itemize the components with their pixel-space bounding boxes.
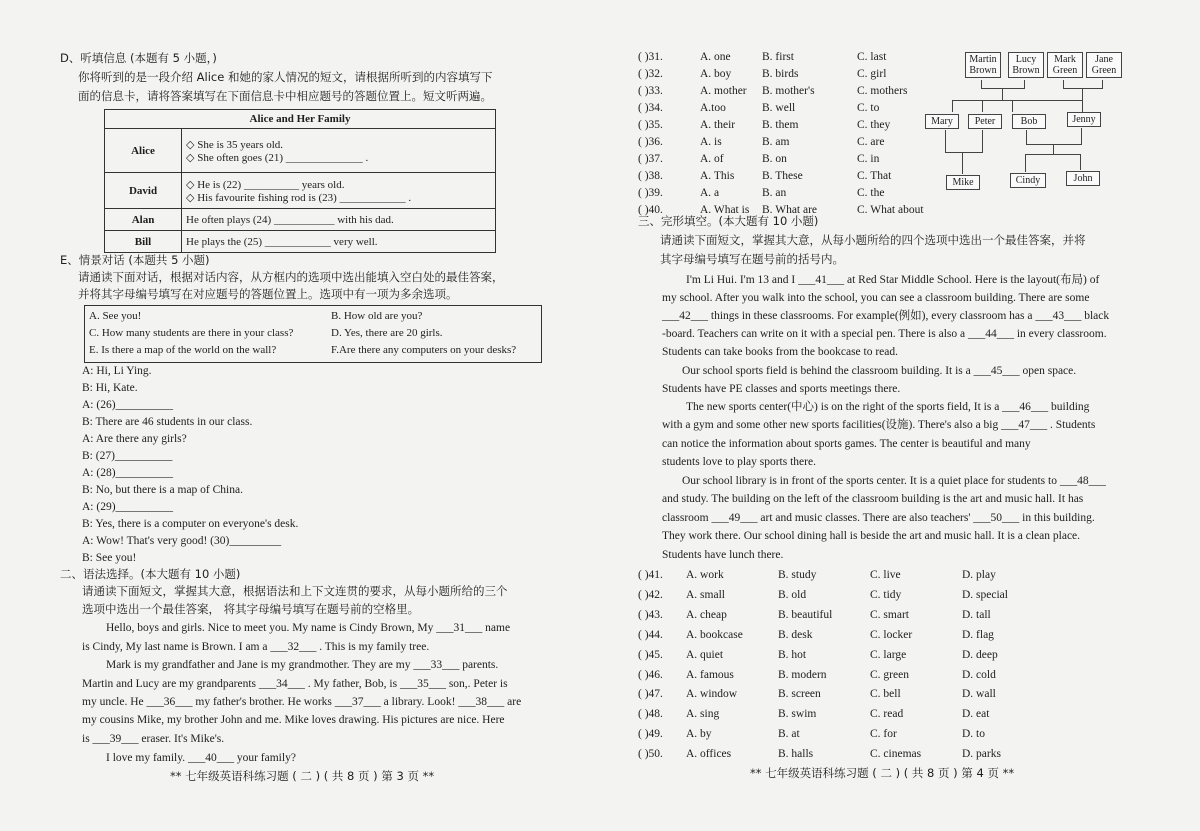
grammar-item-option: A. This — [700, 170, 735, 182]
cloze-item-option: B. swim — [778, 708, 817, 721]
grammar-item-option: B. an — [762, 187, 787, 199]
grammar-item-option: C. girl — [857, 68, 887, 80]
info-card-table — [104, 109, 496, 253]
grammar-item-option: A.too — [700, 102, 726, 114]
cloze-item-num: ( )43. — [638, 608, 663, 621]
grammar-item-num: ( )32. — [638, 68, 663, 80]
section-2-title: 二、语法选择。(本大题有 10 小题) — [60, 567, 241, 581]
tree-node-lucy-brown: Lucy Brown — [1008, 52, 1044, 78]
cloze-item-option: C. bell — [870, 688, 901, 701]
cloze-item-option: A. work — [686, 569, 724, 581]
cloze-item-num: ( )46. — [638, 668, 663, 681]
cloze-item-option: D. deep — [962, 648, 998, 661]
cloze-passage-line: students love to play sports there. — [662, 456, 816, 468]
cloze-item-option: C. cinemas — [870, 748, 922, 761]
grammar-item-option: B. them — [762, 119, 799, 131]
cloze-item-option: A. by — [686, 728, 712, 741]
cloze-passage-line: -board. Teachers can write on it with a special pen. There is also a ___44___ in every classroom. — [662, 328, 1107, 340]
cloze-passage-line: ___42___ things in these classrooms. For example(例如), every classroom has a ___43___ black — [662, 310, 1110, 322]
grammar-item-num: ( )38. — [638, 170, 663, 182]
grammar-item-option: B. These — [762, 170, 803, 182]
option-f: F.Are there any computers on your desks? — [331, 344, 517, 356]
grammar-passage-line: is ___39___ eraser. It's Mike's. — [82, 733, 225, 745]
david-line1: ◇ He is (22) __________ years old. — [186, 178, 345, 191]
cloze-passage-line: with a gym and some other new sports facilities(设施). There's also a big ___47___ . Students — [662, 419, 1096, 431]
section-d-intro-line1: 你将听到的是一段介绍 Alice 和她的家人情况的短文，请根据所听到的内容填写下 — [78, 70, 493, 84]
cloze-passage-line: and study. The building on the left of the classroom building is the art and music hall. It has — [662, 493, 1084, 505]
page-footer-left: ** 七年级英语科练习题 ( 二 ) ( 共 8 页 ) 第 3 页 ** — [170, 769, 435, 783]
bill-line1: He plays the (25) ____________ very well. — [182, 231, 496, 253]
cloze-item-option: A. small — [686, 588, 725, 601]
left-page — [0, 0, 590, 831]
cloze-item-option: D. flag — [962, 628, 994, 641]
cloze-passage-line: my school. After you walk into the school, you can see a classroom building. There are some — [662, 292, 1090, 304]
cloze-item-option: D. play — [962, 569, 996, 581]
dialog-line: A: (28)__________ — [82, 467, 174, 479]
cloze-item-option: A. sing — [686, 708, 720, 721]
section-e-title: E、情景对话 (本题共 5 小题) — [60, 253, 210, 267]
grammar-item-num: ( )39. — [638, 187, 663, 199]
cloze-item-num: ( )47. — [638, 688, 663, 701]
cloze-item-option: A. famous — [686, 668, 734, 681]
cloze-item-option: C. live — [870, 569, 901, 581]
grammar-item-option: A. mother — [700, 85, 747, 97]
page-footer-right: ** 七年级英语科练习题 ( 二 ) ( 共 8 页 ) 第 4 页 ** — [750, 766, 1015, 780]
cloze-item-option: C. green — [870, 668, 909, 681]
cloze-item-option: D. wall — [962, 688, 996, 701]
section-3-intro-line2: 其字母编号填写在题号前的括号内。 — [660, 252, 844, 266]
grammar-item-option: A. is — [700, 136, 722, 148]
grammar-item-option: A. their — [700, 119, 736, 131]
tree-node-cindy: Cindy — [1010, 173, 1046, 188]
grammar-item-option: B. mother's — [762, 85, 815, 97]
section-e-intro-line2: 并将其字母编号填写在对应题号的答题位置上。选项中有一项为多余选项。 — [78, 287, 458, 301]
cloze-item-option: B. desk — [778, 628, 813, 641]
cloze-passage-line: I'm Li Hui. I'm 13 and I ___41___ at Red Star Middle School. Here is the layout(布局) of — [686, 274, 1100, 286]
grammar-item-option: C. That — [857, 170, 892, 182]
option-b: B. How old are you? — [331, 310, 423, 322]
row-name-david: David — [105, 173, 182, 209]
grammar-item-num: ( )34. — [638, 102, 663, 114]
grammar-passage-line: my cousins Mike, my brother John and me. Mike loves drawing. His pictures are nice. Here — [82, 714, 505, 726]
grammar-item-option: B. What are — [762, 204, 818, 216]
section-d-intro-line2: 面的信息卡，请将答案填写在下面信息卡中相应题号的答题位置上。短文听两遍。 — [78, 89, 492, 103]
dialog-line: B: There are 46 students in our class. — [82, 416, 253, 428]
grammar-item-option: C. the — [857, 187, 885, 199]
grammar-item-option: C. are — [857, 136, 885, 148]
tree-node-bob: Bob — [1012, 114, 1046, 129]
dialog-line: A: Are there any girls? — [82, 433, 187, 445]
cloze-passage-line: Our school sports field is behind the classroom building. It is a ___45___ open space. — [682, 365, 1077, 377]
info-card-title: Alice and Her Family — [105, 110, 496, 129]
grammar-passage-line: Mark is my grandfather and Jane is my grandmother. They are my ___33___ parents. — [106, 659, 499, 671]
cloze-item-option: D. eat — [962, 708, 990, 721]
section-3-intro-line1: 请通读下面短文，掌握其大意，从每小题所给的四个选项中选出一个最佳答案，并将 — [660, 233, 1086, 247]
cloze-passage-line: can notice the information about sports games. The center is beautiful and many — [662, 438, 1031, 450]
row-name-bill: Bill — [105, 231, 182, 253]
cloze-item-option: D. cold — [962, 668, 996, 681]
section-d-title: D、听填信息 (本题有 5 小题，) — [60, 51, 217, 65]
cloze-item-option: C. read — [870, 708, 904, 721]
cloze-passage-line: They work there. Our school dining hall is beside the art and music hall. It is a clean place. — [662, 530, 1081, 542]
grammar-item-option: A. What is — [700, 204, 750, 216]
tree-node-martin-brown: Martin Brown — [965, 52, 1001, 78]
tree-node-mary: Mary — [925, 114, 959, 129]
section-e-intro-line1: 请通读下面对话，根据对话内容，从方框内的选项中选出能填入空白处的最佳答案， — [78, 270, 504, 284]
grammar-item-option: B. am — [762, 136, 790, 148]
grammar-item-num: ( )36. — [638, 136, 663, 148]
grammar-passage-line: my uncle. He ___36___ my father's brother. He works ___37___ a library. Look! ___38___ are — [82, 696, 522, 708]
grammar-item-num: ( )35. — [638, 119, 663, 131]
cloze-item-num: ( )42. — [638, 588, 663, 601]
cloze-passage-line: Students have PE classes and sports meetings there. — [662, 383, 901, 395]
grammar-item-num: ( )31. — [638, 51, 663, 63]
grammar-passage-line: is Cindy, My last name is Brown. I am a ___32___ . This is my family tree. — [82, 641, 430, 653]
dialog-line: A: (29)__________ — [82, 501, 174, 513]
dialog-line: A: (26)__________ — [82, 399, 174, 411]
cloze-item-num: ( )48. — [638, 708, 663, 721]
david-line2: ◇ His favourite fishing rod is (23) ____________ . — [186, 191, 412, 204]
grammar-item-option: C. in — [857, 153, 880, 165]
tree-node-john: John — [1066, 171, 1100, 186]
cloze-item-option: D. tall — [962, 608, 991, 621]
cloze-passage-line: Our school library is in front of the sports center. It is a quiet place for students to ___48___ — [682, 475, 1106, 487]
cloze-item-option: B. modern — [778, 668, 827, 681]
cloze-item-option: A. window — [686, 688, 738, 701]
grammar-item-option: C. to — [857, 102, 880, 114]
cloze-item-num: ( )49. — [638, 728, 663, 741]
grammar-item-option: C. What about — [857, 204, 924, 216]
cloze-passage-line: The new sports center(中心) is on the right of the sports field, It is a ___46___ building — [686, 401, 1090, 413]
cloze-item-option: D. to — [962, 728, 985, 741]
grammar-item-option: A. one — [700, 51, 731, 63]
grammar-item-option: C. they — [857, 119, 891, 131]
cloze-item-option: B. old — [778, 588, 807, 601]
row-name-alan: Alan — [105, 209, 182, 231]
tree-node-jenny: Jenny — [1067, 112, 1101, 127]
dialog-line: B: Hi, Kate. — [82, 382, 138, 394]
section-2-intro-line2: 选项中选出一个最佳答案， 将其字母编号填写在题号前的空格里。 — [82, 602, 420, 616]
cloze-passage-line: Students can take books from the bookcase to read. — [662, 346, 899, 358]
grammar-item-option: A. a — [700, 187, 720, 199]
cloze-item-num: ( )44. — [638, 628, 663, 641]
grammar-item-option: C. mothers — [857, 85, 908, 97]
cloze-item-option: B. at — [778, 728, 800, 741]
cloze-passage-line: classroom ___49___ art and music classes. There are also teachers' ___50___ in this building. — [662, 512, 1095, 524]
grammar-passage-line: Martin and Lucy are my grandparents ___34___ . My father, Bob, is ___35___ son,. Peter is — [82, 678, 508, 690]
cloze-item-option: C. tidy — [870, 588, 902, 601]
grammar-item-num: ( )37. — [638, 153, 663, 165]
cloze-item-option: C. locker — [870, 628, 913, 641]
grammar-item-option: B. birds — [762, 68, 799, 80]
section-2-intro-line1: 请通读下面短文，掌握其大意，根据语法和上下文连贯的要求，从每小题所给的三个 — [82, 584, 508, 598]
tree-node-mike: Mike — [946, 175, 980, 190]
cloze-item-option: D. special — [962, 588, 1008, 601]
dialog-line: B: No, but there is a map of China. — [82, 484, 243, 496]
option-d: D. Yes, there are 20 girls. — [331, 327, 443, 339]
cloze-item-option: B. halls — [778, 748, 814, 761]
right-page — [600, 0, 1200, 831]
section-3-title: 三、完形填空。(本大题有 10 小题) — [638, 214, 819, 228]
tree-node-mark-green: Mark Green — [1047, 52, 1083, 78]
cloze-item-option: C. smart — [870, 608, 909, 621]
dialog-options-box — [84, 305, 542, 363]
grammar-item-option: A. of — [700, 153, 724, 165]
cloze-item-option: A. cheap — [686, 608, 727, 621]
option-e: E. Is there a map of the world on the wall? — [89, 344, 277, 356]
tree-node-jane-green: Jane Green — [1086, 52, 1122, 78]
cloze-item-option: A. bookcase — [686, 628, 743, 641]
alice-line2: ◇ She often goes (21) ______________ . — [186, 151, 369, 164]
grammar-item-num: ( )40. — [638, 204, 663, 216]
grammar-passage-line: Hello, boys and girls. Nice to meet you. My name is Cindy Brown, My ___31___ name — [106, 622, 511, 634]
cloze-passage-line: Students have lunch there. — [662, 549, 784, 561]
cloze-item-option: C. for — [870, 728, 897, 741]
grammar-item-option: B. on — [762, 153, 787, 165]
dialog-line: A: Hi, Li Ying. — [82, 365, 152, 377]
cloze-item-option: B. beautiful — [778, 608, 833, 621]
grammar-item-option: B. first — [762, 51, 794, 63]
cloze-item-option: A. offices — [686, 748, 732, 761]
option-c: C. How many students are there in your class? — [89, 327, 294, 339]
grammar-passage-line: I love my family. ___40___ your family? — [106, 752, 296, 764]
grammar-item-option: B. well — [762, 102, 796, 114]
row-name-alice: Alice — [105, 129, 182, 173]
cloze-item-option: D. parks — [962, 748, 1001, 761]
grammar-item-option: A. boy — [700, 68, 732, 80]
dialog-line: B: See you! — [82, 552, 137, 564]
cloze-item-option: B. hot — [778, 648, 807, 661]
alice-line1: ◇ She is 35 years old. — [186, 138, 284, 151]
cloze-item-option: B. study — [778, 569, 817, 581]
cloze-item-option: C. large — [870, 648, 907, 661]
cloze-item-option: A. quiet — [686, 648, 724, 661]
dialog-line: B: (27)__________ — [82, 450, 173, 462]
cloze-item-option: B. screen — [778, 688, 821, 701]
dialog-line: B: Yes, there is a computer on everyone's desk. — [82, 518, 299, 530]
tree-node-peter: Peter — [968, 114, 1002, 129]
cloze-item-num: ( )45. — [638, 648, 663, 661]
grammar-item-num: ( )33. — [638, 85, 663, 97]
cloze-item-num: ( )50. — [638, 748, 663, 761]
option-a: A. See you! — [89, 310, 142, 322]
grammar-item-option: C. last — [857, 51, 887, 63]
cloze-item-num: ( )41. — [638, 569, 663, 581]
dialog-line: A: Wow! That's very good! (30)_________ — [82, 535, 282, 547]
alan-line1: He often plays (24) ___________ with his dad. — [182, 209, 496, 231]
